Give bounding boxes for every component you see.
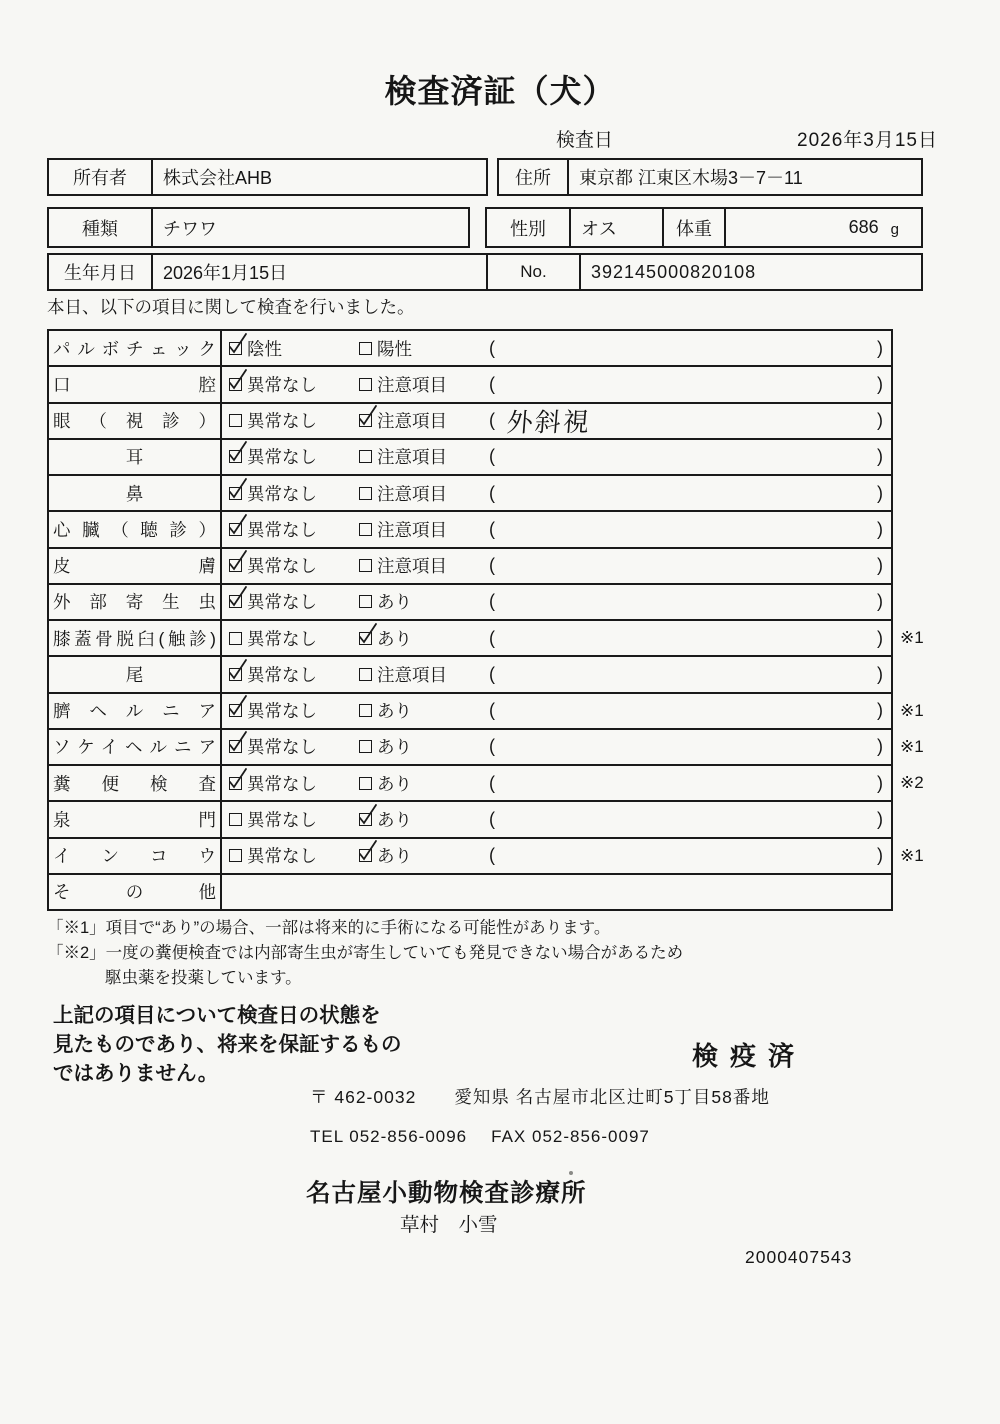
checklist-row-9: [49, 621, 924, 657]
checkbox-checked: [359, 813, 372, 826]
option-label: あり: [377, 846, 412, 867]
check-mark: [226, 476, 250, 502]
check-mark: [356, 621, 380, 647]
option-2: [359, 553, 489, 578]
open-paren: (: [489, 736, 495, 757]
option-1: [229, 734, 359, 759]
option-label: 異常なし: [247, 773, 317, 794]
option-label: 異常なし: [247, 374, 317, 395]
address-label: 住所: [499, 160, 569, 194]
birth-value: 2026年1月15日: [153, 255, 488, 289]
checkbox-unchecked: [359, 523, 372, 536]
row-body-cell: [222, 367, 891, 401]
option-label: 注意項目: [377, 483, 447, 504]
row-body-cell: [222, 440, 891, 474]
row-body-cell: [222, 766, 891, 800]
option-label: 陰性: [247, 338, 282, 359]
check-mark: [226, 766, 250, 792]
footnote-2-continued: 駆虫薬を投薬しています。: [105, 969, 302, 987]
close-paren: ): [877, 337, 883, 358]
sex-value: オス: [571, 209, 664, 246]
row-label: 口腔: [53, 374, 216, 395]
option-1: [229, 372, 359, 397]
note-area: [489, 664, 891, 685]
check-mark: [226, 367, 250, 393]
option-label: 注意項目: [377, 411, 447, 432]
checklist-row-5: [49, 476, 891, 512]
close-paren: ): [877, 591, 883, 612]
row-label-cell: [49, 621, 222, 655]
disclaimer-line-3: ではありません。: [53, 1062, 219, 1085]
row-label: 皮膚: [53, 556, 216, 577]
option-2: [359, 444, 489, 469]
checkbox-checked: [229, 342, 242, 355]
breed-box: [47, 207, 470, 248]
open-paren: (: [489, 410, 495, 431]
row-label-cell: [49, 440, 222, 474]
owner-value: 株式会社AHB: [163, 168, 273, 188]
footnote-mark: ※1: [900, 736, 924, 756]
checkbox-unchecked: [359, 704, 372, 717]
disclaimer-line-1: 上記の項目について検査日の状態を: [53, 1004, 381, 1027]
option-1: [229, 589, 359, 614]
weight-unit: g: [890, 221, 899, 238]
open-paren: (: [489, 446, 495, 467]
row-label-cell: [49, 585, 222, 619]
checkbox-unchecked: [229, 632, 242, 645]
option-label: 陽性: [377, 338, 412, 359]
clinic-address: 愛知県 名古屋市北区辻町5丁目58番地: [454, 1087, 770, 1107]
option-2: [359, 408, 489, 433]
option-1: [229, 807, 359, 832]
checkbox-unchecked: [359, 378, 372, 391]
check-mark: [226, 439, 250, 465]
option-2: [359, 771, 489, 796]
option-label: 異常なし: [247, 701, 317, 722]
close-paren: ): [877, 700, 883, 721]
check-mark: [226, 331, 250, 357]
check-mark: [226, 548, 250, 574]
sex-label: 性別: [487, 209, 571, 246]
option-label: 異常なし: [247, 737, 317, 758]
note-area: [489, 845, 891, 866]
checkbox-checked: [229, 777, 242, 790]
option-label: 異常なし: [247, 664, 317, 685]
checkbox-unchecked: [359, 559, 372, 572]
row-label-cell: [49, 730, 222, 764]
check-mark: [226, 693, 250, 719]
option-label: あり: [377, 701, 412, 722]
option-1: [229, 771, 359, 796]
row-body-cell: [222, 875, 891, 909]
checklist-row-2: [49, 367, 891, 403]
row-body-cell: [222, 621, 891, 655]
handwritten-note: 外斜視: [505, 406, 593, 438]
open-paren: (: [489, 663, 495, 684]
birth-label: 生年月日: [49, 255, 153, 289]
row-body-cell: [222, 331, 891, 365]
option-2: [359, 807, 489, 832]
option-label: あり: [377, 773, 412, 794]
checkbox-unchecked: [229, 414, 242, 427]
row-label: インコウ: [53, 846, 216, 867]
option-2: [359, 372, 489, 397]
checkbox-checked: [229, 740, 242, 753]
open-paren: (: [489, 808, 495, 829]
checkbox-checked: [229, 450, 242, 463]
note-area: [489, 374, 891, 395]
option-2: [359, 734, 489, 759]
option-1: [229, 698, 359, 723]
birth-no-box: [47, 253, 923, 291]
checkbox-unchecked: [359, 342, 372, 355]
row-label: 心臓（聴診）: [53, 519, 216, 540]
option-2: [359, 698, 489, 723]
check-mark: [356, 802, 380, 828]
checklist-row-11: [49, 694, 924, 730]
close-paren: ): [877, 518, 883, 539]
checkbox-unchecked: [359, 487, 372, 500]
option-1: [229, 662, 359, 687]
close-paren: ): [877, 808, 883, 829]
close-paren: ): [877, 555, 883, 576]
disclaimer-line-2: 見たものであり、将来を保証するもの: [53, 1033, 402, 1056]
close-paren: ): [877, 736, 883, 757]
option-label: 異常なし: [247, 519, 317, 540]
note-area: [489, 628, 891, 649]
row-label: その他: [53, 882, 216, 903]
option-label: あり: [377, 737, 412, 758]
note-area: [489, 338, 891, 359]
checkbox-unchecked: [359, 668, 372, 681]
row-body-cell: [222, 404, 891, 438]
note-area: [489, 483, 891, 504]
row-label-cell: [49, 404, 222, 438]
row-label-cell: [49, 802, 222, 836]
row-body-cell: [222, 476, 891, 510]
clinic-postal-code: 〒 462-0032: [310, 1087, 417, 1107]
veterinarian-name: 草村 小雪: [400, 1214, 498, 1236]
row-label: 尾: [125, 664, 144, 685]
option-label: 注意項目: [377, 374, 447, 395]
close-paren: ): [877, 446, 883, 467]
checklist-row-16: [49, 875, 891, 909]
checklist-row-6: [49, 512, 891, 548]
close-paren: ): [877, 845, 883, 866]
open-paren: (: [489, 482, 495, 503]
option-2: [359, 517, 489, 542]
option-label: 異常なし: [247, 809, 317, 830]
row-label: ソケイヘルニア: [53, 737, 216, 758]
footnote-mark: ※1: [900, 628, 924, 648]
option-label: 注意項目: [377, 519, 447, 540]
check-mark: [226, 584, 250, 610]
row-body-cell: [222, 694, 891, 728]
checklist-row-4: [49, 440, 891, 476]
checklist-table: [47, 329, 924, 911]
row-label-cell: [49, 657, 222, 691]
open-paren: (: [489, 555, 495, 576]
note-area: [489, 406, 891, 438]
checkbox-checked: [229, 595, 242, 608]
intro-text: 本日、以下の項目に関して検査を行いました。: [47, 297, 415, 317]
clinic-tel: TEL 052-856-0096: [310, 1127, 468, 1146]
exam-date-value: 2026年3月15日: [797, 130, 938, 151]
serial-number: 2000407543: [745, 1247, 853, 1267]
row-label: 糞便検査: [53, 773, 216, 794]
option-label: 異常なし: [247, 411, 317, 432]
footnote-mark: ※2: [900, 773, 924, 793]
row-label-cell: [49, 512, 222, 546]
note-area: [489, 736, 891, 757]
open-paren: (: [489, 772, 495, 793]
option-label: 注意項目: [377, 664, 447, 685]
checkbox-unchecked: [229, 813, 242, 826]
close-paren: ): [877, 663, 883, 684]
note-area: [489, 700, 891, 721]
option-2: [359, 589, 489, 614]
checkbox-unchecked: [359, 777, 372, 790]
option-label: 注意項目: [377, 447, 447, 468]
checkbox-checked: [359, 414, 372, 427]
footnote-mark: ※1: [900, 700, 924, 720]
close-paren: ): [877, 373, 883, 394]
close-paren: ): [877, 627, 883, 648]
cert-no-value: 392145000820108: [591, 261, 757, 282]
row-body-cell: [222, 730, 891, 764]
checkbox-checked: [229, 559, 242, 572]
clinic-fax: FAX 052-856-0097: [491, 1127, 650, 1146]
row-label-cell: [49, 331, 222, 365]
footnote-1: 「※1」項目で“あり”の場合、一部は将来的に手術になる可能性があります。: [47, 919, 611, 937]
row-label-cell: [49, 367, 222, 401]
row-label: パルボチェック: [53, 338, 216, 359]
row-label-cell: [49, 766, 222, 800]
address-value: 東京都 江東区木場3－7－11: [579, 168, 803, 188]
open-paren: (: [489, 700, 495, 721]
option-1: [229, 408, 359, 433]
option-label: 異常なし: [247, 556, 317, 577]
weight-value-cell: [726, 209, 921, 246]
check-mark: [356, 838, 380, 864]
checkbox-unchecked: [359, 450, 372, 463]
close-paren: ): [877, 410, 883, 431]
row-label-cell: [49, 476, 222, 510]
checkbox-unchecked: [359, 595, 372, 608]
row-body-cell: [222, 839, 891, 873]
exam-date-label: 検査日: [556, 130, 614, 151]
option-1: [229, 336, 359, 361]
clinic-tel-line: [310, 1127, 650, 1147]
option-label: 異常なし: [247, 846, 317, 867]
checkbox-unchecked: [229, 849, 242, 862]
close-paren: ): [877, 772, 883, 793]
row-label: 外部寄生虫: [53, 592, 216, 613]
owner-label: 所有者: [49, 160, 153, 194]
checkbox-unchecked: [359, 740, 372, 753]
option-1: [229, 481, 359, 506]
open-paren: (: [489, 627, 495, 648]
checklist-row-7: [49, 549, 891, 585]
row-body-cell: [222, 657, 891, 691]
row-label: 眼（視診）: [53, 411, 216, 432]
checkbox-checked: [229, 704, 242, 717]
address-box: [497, 158, 923, 196]
checkbox-checked: [229, 378, 242, 391]
checklist-row-15: [49, 839, 924, 875]
weight-value: 686: [848, 217, 879, 237]
checklist-row-13: [49, 766, 924, 802]
breed-label: 種類: [49, 209, 153, 246]
checklist-row-3: [49, 404, 891, 440]
option-1: [229, 843, 359, 868]
check-mark: [226, 729, 250, 755]
row-body-cell: [222, 512, 891, 546]
checklist-row-12: [49, 730, 924, 766]
checklist-row-14: [49, 802, 891, 838]
quarantine-stamp: 検疫済: [692, 1041, 807, 1071]
clinic-name: 名古屋小動物検査診療所: [306, 1180, 587, 1207]
checkbox-checked: [229, 668, 242, 681]
footnotes: [47, 916, 683, 991]
note-area: [489, 446, 891, 467]
checkbox-checked: [229, 523, 242, 536]
checkbox-checked: [229, 487, 242, 500]
note-area: [489, 519, 891, 540]
option-1: [229, 626, 359, 651]
checklist-row-1: [49, 331, 891, 367]
option-2: [359, 662, 489, 687]
option-1: [229, 553, 359, 578]
option-label: あり: [377, 809, 412, 830]
checklist-row-8: [49, 585, 891, 621]
note-area: [489, 773, 891, 794]
option-2: [359, 843, 489, 868]
row-label-cell: [49, 839, 222, 873]
row-label-cell: [49, 694, 222, 728]
checkbox-checked: [359, 632, 372, 645]
cert-no-label: No.: [488, 255, 581, 289]
open-paren: (: [489, 845, 495, 866]
clinic-postal-line: [310, 1084, 770, 1109]
close-paren: ): [877, 482, 883, 503]
owner-box: [47, 158, 488, 196]
option-label: 異常なし: [247, 628, 317, 649]
option-label: 異常なし: [247, 592, 317, 613]
open-paren: (: [489, 337, 495, 358]
row-label-cell: [49, 875, 222, 909]
footnote-mark: ※1: [900, 845, 924, 865]
checklist-row-10: [49, 657, 891, 693]
page-title: 検査済証（犬）: [384, 73, 616, 109]
row-body-cell: [222, 802, 891, 836]
row-label: 耳: [125, 447, 144, 468]
sex-weight-box: [485, 207, 923, 248]
check-mark: [226, 657, 250, 683]
row-label-cell: [49, 549, 222, 583]
option-label: あり: [377, 628, 412, 649]
option-1: [229, 444, 359, 469]
checkbox-checked: [359, 849, 372, 862]
option-2: [359, 481, 489, 506]
option-label: 異常なし: [247, 447, 317, 468]
disclaimer: [53, 1001, 402, 1088]
footnote-2: 「※2」一度の糞便検査では内部寄生虫が寄生していても発見できない場合があるため: [47, 944, 684, 962]
option-label: 注意項目: [377, 556, 447, 577]
row-body-cell: [222, 585, 891, 619]
option-label: 異常なし: [247, 483, 317, 504]
check-mark: [226, 512, 250, 538]
open-paren: (: [489, 518, 495, 539]
breed-value: チワワ: [163, 218, 217, 239]
row-label: 泉門: [53, 809, 216, 830]
option-label: あり: [377, 592, 412, 613]
note-area: [489, 555, 891, 576]
open-paren: (: [489, 591, 495, 612]
note-area: [489, 809, 891, 830]
check-mark: [356, 403, 380, 429]
option-2: [359, 626, 489, 651]
option-2: [359, 336, 489, 361]
row-body-cell: [222, 549, 891, 583]
open-paren: (: [489, 373, 495, 394]
row-label: 鼻: [125, 483, 144, 504]
row-label: 膝蓋骨脱臼(触診): [53, 628, 216, 649]
option-1: [229, 517, 359, 542]
note-area: [489, 591, 891, 612]
weight-label: 体重: [662, 209, 726, 246]
row-label: 臍ヘルニア: [53, 701, 216, 722]
